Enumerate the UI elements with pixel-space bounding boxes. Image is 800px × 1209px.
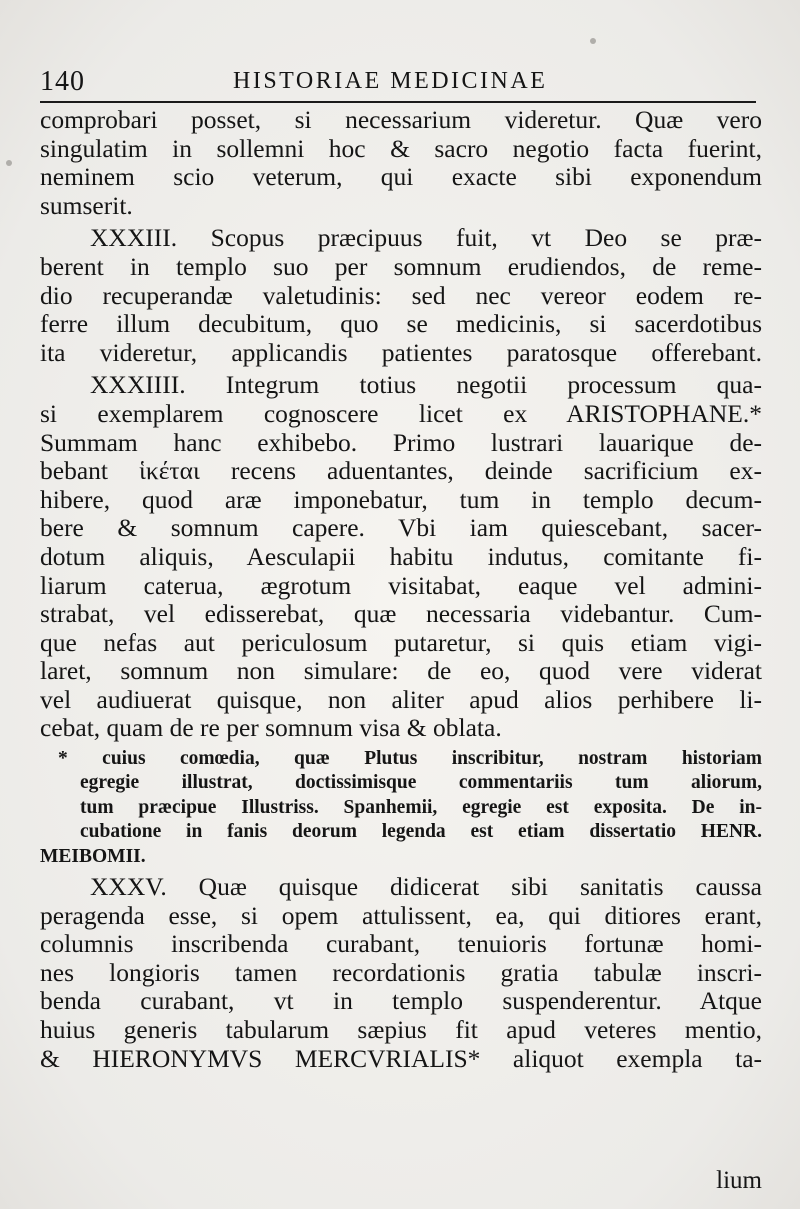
text-line: benda curabant, vt in templo suspenderentur. Atque xyxy=(40,987,762,1016)
text-line: peragenda esse, si opem attulissent, ea, qui ditiores erant, xyxy=(40,901,762,930)
text-line: huius generis tabularum sæpius fit apud veteres mentio, xyxy=(40,1015,762,1044)
text-line: dotum aliquis, Aesculapii habitu indutus, comitante fi- xyxy=(40,542,762,571)
text-line: hibere, quod aræ imponebatur, tum in templo decum- xyxy=(40,485,762,514)
text-line: singulatim in sollemni hoc & sacro negotio facta fuerint, xyxy=(40,134,762,163)
text-line: bebant ἱκέται recens aduentantes, deinde sacrificium ex- xyxy=(40,457,762,486)
text-line: si exemplarem cognoscere licet ex ARISTOPHANE.* xyxy=(40,399,762,428)
text-line: neminem scio veterum, qui exacte sibi exponendum xyxy=(40,163,762,192)
text-line: liarum caterua, ægrotum visitabat, eaque vel admini- xyxy=(40,571,762,600)
header-rule xyxy=(40,101,756,103)
text-line: dio recuperandæ valetudinis: sed nec vereor eodem re- xyxy=(40,281,762,310)
text-line: sumserit. xyxy=(40,191,133,220)
text-line: que nefas aut periculosum putaretur, si quis etiam vigi- xyxy=(40,628,762,657)
section-35-start: XXXV. Quæ quisque didicerat sibi sanitatis caussa xyxy=(90,873,762,902)
text-line: Summam hanc exhibebo. Primo lustrari lauarique de- xyxy=(40,428,762,457)
text-line: cebat, quam de re per somnum visa & oblata. xyxy=(40,714,502,743)
text-line: & HIERONYMVS MERCVRIALIS* aliquot exempla ta- xyxy=(40,1044,762,1073)
text-line: ita videretur, applicandis patientes paratosque offerebant. xyxy=(40,338,762,367)
page-number: 140 xyxy=(40,66,85,97)
running-head: HISTORIAE MEDICINAE xyxy=(233,68,548,94)
footnote-line: cubatione in fanis deorum legenda est etiam dissertatio HENR. xyxy=(80,821,762,843)
footnote xyxy=(40,747,762,869)
text-line: nes longioris tamen recordationis gratia tabulæ inscri- xyxy=(40,958,762,987)
footnote-line: MEIBOMII. xyxy=(40,845,146,867)
text-line: ferre illum decubitum, quo se medicinis, si sacerdotibus xyxy=(40,310,762,339)
text-line: comprobari posset, si necessarium videretur. Quæ vero xyxy=(40,106,762,134)
text-line: columnis inscribenda curabant, tenuioris fortunæ homi- xyxy=(40,930,762,959)
text-line: berent in templo suo per somnum erudiendos, de reme- xyxy=(40,252,762,281)
body-text xyxy=(40,106,762,1073)
text-line: bere & somnum capere. Vbi iam quiescebant, sacer- xyxy=(40,514,762,543)
paper-speck xyxy=(590,38,596,44)
footnote-line: egregie illustrat, doctissimisque commentariis tum aliorum, xyxy=(80,772,762,794)
section-33-start: XXXIII. Scopus præcipuus fuit, vt Deo se præ- xyxy=(90,224,762,253)
footnote-line: * cuius comœdia, quæ Plutus inscribitur, nostram historiam xyxy=(58,748,762,770)
page-header xyxy=(40,62,770,98)
footnote-line: tum præcipue Illustriss. Spanhemii, egregie est exposita. De in- xyxy=(80,796,762,818)
paper-speck xyxy=(6,160,12,166)
section-34-start: XXXIIII. Integrum totius negotii processum qua- xyxy=(90,371,762,400)
text-line: vel audiuerat quisque, non aliter apud alios perhibere li- xyxy=(40,685,762,714)
catchword: lium xyxy=(716,1167,762,1194)
text-line: strabat, vel edisserebat, quæ necessaria videbantur. Cum- xyxy=(40,600,762,629)
text-line: laret, somnum non simulare: de eo, quod vere viderat xyxy=(40,657,762,686)
